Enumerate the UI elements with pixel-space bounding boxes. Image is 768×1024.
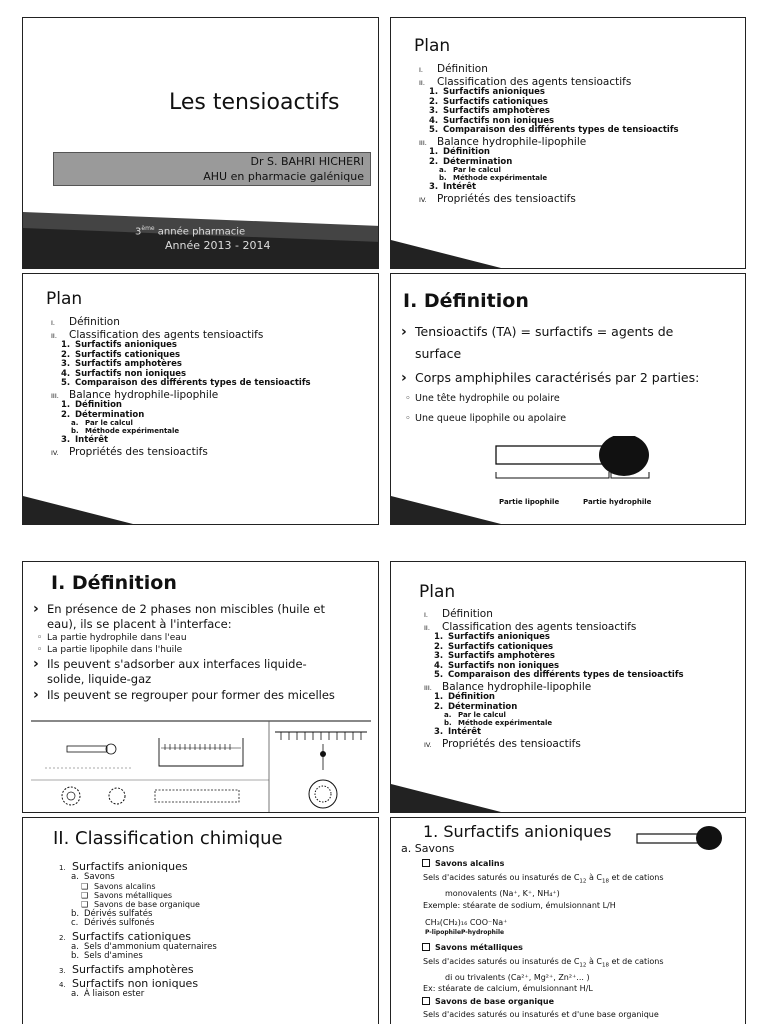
classification-label: Surfactifs non ioniques: [72, 976, 199, 990]
outline-number: b.: [444, 719, 452, 727]
classification-number: 2.: [59, 933, 66, 942]
outline-number: 3.: [61, 359, 71, 369]
outline-item: [51, 379, 311, 388]
outline-item: [51, 436, 311, 445]
alkaline-soaps-example: Exemple: stéarate de sodium, émulsionnant L/H: [423, 901, 616, 910]
decorative-corner: [23, 496, 133, 524]
outline-item: [424, 739, 684, 750]
outline-number: I.: [419, 66, 423, 74]
classification-item: [59, 964, 217, 975]
outline-number: 5.: [434, 670, 444, 680]
classification-label: Savons métalliques: [94, 890, 173, 900]
classification-item: [59, 931, 217, 942]
outline-number: 1.: [61, 340, 71, 350]
outline-label: Surfactifs amphotères: [448, 651, 555, 661]
classification-label: Surfactifs cationiques: [72, 929, 191, 943]
outline-item: [51, 447, 311, 458]
outline-item: [419, 77, 679, 88]
outline-number: 1.: [429, 147, 439, 157]
bullet-item: [401, 367, 699, 389]
slide-definition-1: [390, 273, 746, 525]
outline-number: 2.: [434, 701, 444, 712]
outline-item: [424, 643, 684, 652]
slide-plan-2: [22, 273, 379, 525]
outline-number: 3.: [434, 651, 444, 661]
slide-heading: 1. Surfactifs anioniques: [423, 822, 612, 841]
author-position: AHU en pharmacie galénique: [203, 170, 364, 183]
outline-label: Surfactifs anioniques: [443, 87, 545, 97]
bullet-marker: ◦: [405, 393, 411, 404]
slide-definition-2: [22, 561, 379, 813]
decorative-corner: [391, 496, 501, 524]
amphiphile-mini-icon: [635, 824, 725, 854]
outline-label: Classification des agents tensioactifs: [69, 328, 264, 341]
outline-item: [51, 411, 311, 420]
classification-number: ❑: [81, 881, 89, 891]
outline-item: [419, 98, 679, 107]
classification-label: Surfactifs anioniques: [72, 860, 188, 873]
outline-item: [51, 420, 311, 427]
outline-item: [424, 622, 684, 633]
slide-plan-1: [390, 17, 746, 269]
classification-item: [59, 901, 217, 909]
outline-label: Intérêt: [448, 727, 482, 737]
bullet-marker: ◦: [405, 413, 411, 424]
plan-outline: [419, 62, 679, 204]
organic-soaps-def: Sels d'acides saturés ou insaturés et d'une base organique: [423, 1010, 659, 1019]
outline-label: Méthode expérimentale: [85, 427, 180, 435]
outline-item: [419, 194, 679, 205]
bullet-text: surface: [415, 346, 462, 361]
bullet-item: [401, 409, 699, 429]
classification-label: Sels d'amines: [84, 951, 143, 961]
outline-item: [424, 703, 684, 712]
outline-number: 1.: [434, 632, 444, 642]
label-lipophile: Partie lipophile: [499, 498, 560, 506]
classification-number: a.: [71, 988, 79, 999]
outline-label: Propriétés des tensioactifs: [69, 445, 208, 458]
classification-label: À liaison ester: [84, 988, 145, 999]
outline-item: [424, 633, 684, 642]
organic-soaps-heading: Savons de base organique: [422, 997, 554, 1006]
outline-number: 1.: [434, 692, 444, 702]
outline-item: [419, 137, 679, 148]
metallic-soaps-example: Ex: stéarate de calcium, émulsionnant H/L: [423, 984, 593, 993]
author-name: Dr S. BAHRI HICHERI: [250, 155, 364, 168]
outline-item: [419, 183, 679, 192]
bullet-item: [33, 632, 335, 644]
bullet-marker: ›: [33, 687, 39, 703]
outline-item: [424, 712, 684, 719]
outline-number: b.: [71, 427, 79, 435]
outline-number: I.: [424, 611, 428, 619]
outline-item: [424, 693, 684, 702]
outline-number: I.: [51, 319, 55, 327]
outline-number: 4.: [61, 368, 71, 379]
outline-label: Balance hydrophile-lipophile: [442, 680, 592, 693]
outline-item: [424, 662, 684, 671]
outline-number: II.: [51, 331, 57, 340]
bullet-text: eau), ils se placent à l'interface:: [47, 617, 232, 631]
bullet-text: Tensioactifs (TA) = surfactifs = agents de: [415, 324, 674, 339]
outline-label: Par le calcul: [453, 166, 501, 174]
bullet-list: [401, 321, 699, 429]
slide-heading: I. Définition: [403, 290, 529, 312]
outline-item: [419, 126, 679, 135]
outline-label: Surfactifs cationiques: [75, 349, 181, 360]
outline-number: III.: [51, 391, 59, 400]
classification-item: [59, 952, 217, 961]
outline-item: [51, 360, 311, 369]
outline-number: IV.: [424, 740, 432, 749]
outline-number: a.: [444, 711, 452, 719]
outline-label: Détermination: [443, 156, 513, 167]
outline-label: Classification des agents tensioactifs: [437, 75, 632, 88]
outline-label: Définition: [443, 147, 490, 157]
outline-label: Surfactifs anioniques: [75, 340, 177, 350]
outline-number: 2.: [429, 96, 439, 107]
outline-label: Propriétés des tensioactifs: [437, 192, 576, 205]
bullet-item: [33, 688, 335, 703]
outline-item: [419, 175, 679, 182]
outline-label: Détermination: [75, 409, 145, 420]
outline-label: Méthode expérimentale: [453, 174, 548, 182]
outline-number: 3.: [429, 182, 439, 192]
bullet-item: [33, 672, 335, 687]
metallic-soaps-heading: Savons métalliques: [422, 943, 523, 952]
slide-classification: [22, 817, 379, 1024]
bullet-marker: ›: [33, 601, 39, 617]
alkaline-soaps-heading: Savons alcalins: [422, 859, 504, 868]
outline-number: 5.: [61, 378, 71, 388]
outline-number: IV.: [419, 195, 427, 204]
bullet-text: Une tête hydrophile ou polaire: [415, 393, 560, 404]
amphiphile-diagram: [491, 436, 671, 506]
bullet-text: Une queue lipophile ou apolaire: [415, 413, 567, 424]
slide-title: [22, 17, 379, 269]
classification-label: Surfactifs amphotères: [72, 962, 194, 976]
outline-label: Balance hydrophile-lipophile: [437, 135, 587, 148]
outline-item: [51, 330, 311, 341]
outline-number: 5.: [429, 125, 439, 135]
slide-heading: I. Définition: [51, 572, 177, 594]
classification-number: a.: [71, 941, 79, 952]
outline-label: Définition: [442, 608, 493, 620]
outline-item: [51, 428, 311, 435]
classification-item: [59, 990, 217, 999]
label-hydrophile: Partie hydrophile: [583, 498, 652, 506]
classification-outline: [59, 858, 217, 998]
outline-item: [419, 117, 679, 126]
section-subtitle: a. Savons: [401, 842, 455, 855]
classification-number: c.: [71, 918, 79, 928]
decorative-corner: [391, 240, 501, 268]
bullet-item: [33, 644, 335, 656]
outline-label: Propriétés des tensioactifs: [442, 737, 581, 750]
plan-title: Plan: [414, 36, 451, 56]
outline-item: [51, 401, 311, 410]
classification-number: ❑: [81, 890, 89, 900]
classification-number: 4.: [59, 980, 66, 989]
outline-number: III.: [419, 138, 427, 147]
classification-number: 1.: [59, 864, 66, 872]
outline-label: Comparaison des différents types de tensioactifs: [443, 125, 679, 135]
classification-label: Savons: [84, 872, 115, 882]
bullet-text: Ils peuvent se regrouper pour former des micelles: [47, 688, 335, 702]
bullet-text: solide, liquide-gaz: [47, 672, 152, 686]
outline-number: 1.: [61, 400, 71, 410]
outline-label: Comparaison des différents types de tensioactifs: [75, 378, 311, 388]
bullet-list: [33, 602, 335, 703]
interface-figure: [31, 720, 371, 812]
classification-label: Savons de base organique: [94, 899, 200, 909]
outline-number: 3.: [429, 106, 439, 116]
outline-label: Classification des agents tensioactifs: [442, 620, 637, 633]
bullet-marker: ›: [401, 324, 407, 340]
formula-lipophile-label: P-lipophile: [425, 929, 462, 936]
outline-label: Définition: [448, 692, 495, 702]
outline-number: II.: [424, 623, 430, 632]
classification-item: [59, 873, 217, 882]
outline-item: [51, 351, 311, 360]
outline-number: a.: [439, 166, 447, 174]
slide-title-heading: Les tensioactifs: [169, 90, 340, 115]
bullet-item: [401, 343, 699, 365]
classification-item: [59, 910, 217, 919]
classification-number: a.: [71, 872, 79, 882]
outline-label: Surfactifs cationiques: [443, 96, 549, 107]
outline-label: Définition: [75, 400, 122, 410]
outline-item: [424, 671, 684, 680]
classification-item: [59, 883, 217, 891]
outline-label: Détermination: [448, 701, 518, 712]
slide-anionic: [390, 817, 746, 1024]
outline-number: 2.: [434, 641, 444, 652]
classification-number: 3.: [59, 966, 66, 975]
outline-label: Surfactifs anioniques: [448, 632, 550, 642]
outline-number: 1.: [429, 87, 439, 97]
bullet-item: [33, 617, 335, 632]
outline-item: [419, 148, 679, 157]
bullet-item: [33, 657, 335, 672]
plan-title: Plan: [419, 582, 456, 602]
metallic-soaps-def: Sels d'acides saturés ou insaturés de $C_{12}$ à $C_{18}$ et de cations di ou trivalents (Ca²⁺, Mg²⁺, Zn²⁺... ): [423, 957, 664, 982]
formula-hydrophile-label: P-hydrophile: [461, 929, 505, 936]
outline-label: Balance hydrophile-lipophile: [69, 388, 219, 401]
plan-outline: [51, 315, 311, 457]
outline-label: Surfactifs non ioniques: [448, 660, 560, 671]
outline-label: Intérêt: [75, 435, 109, 445]
outline-item: [51, 341, 311, 350]
outline-label: Surfactifs amphotères: [443, 106, 550, 116]
outline-item: [424, 682, 684, 693]
outline-number: a.: [71, 419, 79, 427]
outline-label: Méthode expérimentale: [458, 719, 553, 727]
outline-label: Surfactifs non ioniques: [75, 368, 187, 379]
outline-item: [424, 720, 684, 727]
classification-number: b.: [71, 908, 80, 919]
outline-item: [424, 652, 684, 661]
outline-item: [51, 370, 311, 379]
slide-heading: II. Classification chimique: [53, 828, 283, 849]
soap-formula: CH₃(CH₂)₁₆ COO⁻Na⁺: [425, 918, 508, 927]
classification-item: [59, 978, 217, 989]
bullet-text: Ils peuvent s'adsorber aux interfaces liquide-: [47, 657, 307, 671]
outline-label: Définition: [437, 63, 488, 75]
academic-year: Année 2013 - 2014: [165, 239, 271, 252]
plan-title: Plan: [46, 289, 83, 309]
outline-item: [424, 728, 684, 737]
outline-item: [51, 390, 311, 401]
outline-item: [419, 64, 679, 75]
outline-label: Surfactifs cationiques: [448, 641, 554, 652]
outline-number: 2.: [61, 349, 71, 360]
outline-item: [424, 609, 684, 620]
classification-label: Sels d'ammonium quaternaires: [84, 941, 217, 952]
classification-item: [59, 919, 217, 928]
outline-number: 4.: [434, 660, 444, 671]
classification-item: [59, 861, 217, 872]
outline-number: 4.: [429, 115, 439, 126]
classification-label: Savons alcalins: [94, 881, 156, 891]
bullet-marker: ◦: [37, 645, 43, 655]
outline-label: Par le calcul: [85, 419, 133, 427]
course-level: 3ème année pharmacie: [135, 225, 246, 238]
outline-label: Comparaison des différents types de tensioactifs: [448, 670, 684, 680]
classification-item: [59, 943, 217, 952]
outline-number: III.: [424, 683, 432, 692]
classification-label: Dérivés sulfonés: [84, 918, 155, 928]
classification-number: ❑: [81, 899, 89, 909]
decorative-corner: [391, 784, 501, 812]
outline-label: Définition: [69, 316, 120, 328]
bullet-marker: ◦: [37, 633, 43, 643]
outline-number: 2.: [61, 409, 71, 420]
outline-item: [419, 167, 679, 174]
outline-item: [419, 158, 679, 167]
bullet-marker: ›: [401, 370, 407, 386]
bullet-item: [33, 602, 335, 617]
bullet-text: Corps amphiphiles caractérisés par 2 parties:: [415, 370, 700, 385]
outline-label: Intérêt: [443, 182, 477, 192]
outline-item: [419, 107, 679, 116]
author-band: [53, 152, 371, 186]
outline-number: IV.: [51, 448, 59, 457]
bullet-text: La partie lipophile dans l'huile: [47, 645, 183, 655]
outline-label: Par le calcul: [458, 711, 506, 719]
bullet-item: [401, 389, 699, 409]
outline-number: II.: [419, 78, 425, 87]
plan-outline: [424, 607, 684, 749]
bullet-text: En présence de 2 phases non miscibles (huile et: [47, 602, 325, 616]
outline-number: 3.: [434, 727, 444, 737]
outline-item: [51, 317, 311, 328]
alkaline-soaps-def: Sels d'acides saturés ou insaturés de $C_{12}$ à $C_{18}$ et de cations monovalents (Na⁺, K⁺, NH₄⁺): [423, 873, 664, 898]
outline-number: 2.: [429, 156, 439, 167]
outline-label: Surfactifs non ioniques: [443, 115, 555, 126]
outline-label: Surfactifs amphotères: [75, 359, 182, 369]
outline-number: b.: [439, 174, 447, 182]
outline-item: [419, 88, 679, 97]
classification-number: b.: [71, 951, 80, 961]
classification-label: Dérivés sulfatés: [84, 908, 153, 919]
bullet-item: [401, 321, 699, 343]
classification-item: [59, 892, 217, 900]
slide-plan-3: [390, 561, 746, 813]
bullet-text: La partie hydrophile dans l'eau: [47, 633, 187, 643]
bullet-marker: ›: [33, 656, 39, 672]
outline-number: 3.: [61, 435, 71, 445]
